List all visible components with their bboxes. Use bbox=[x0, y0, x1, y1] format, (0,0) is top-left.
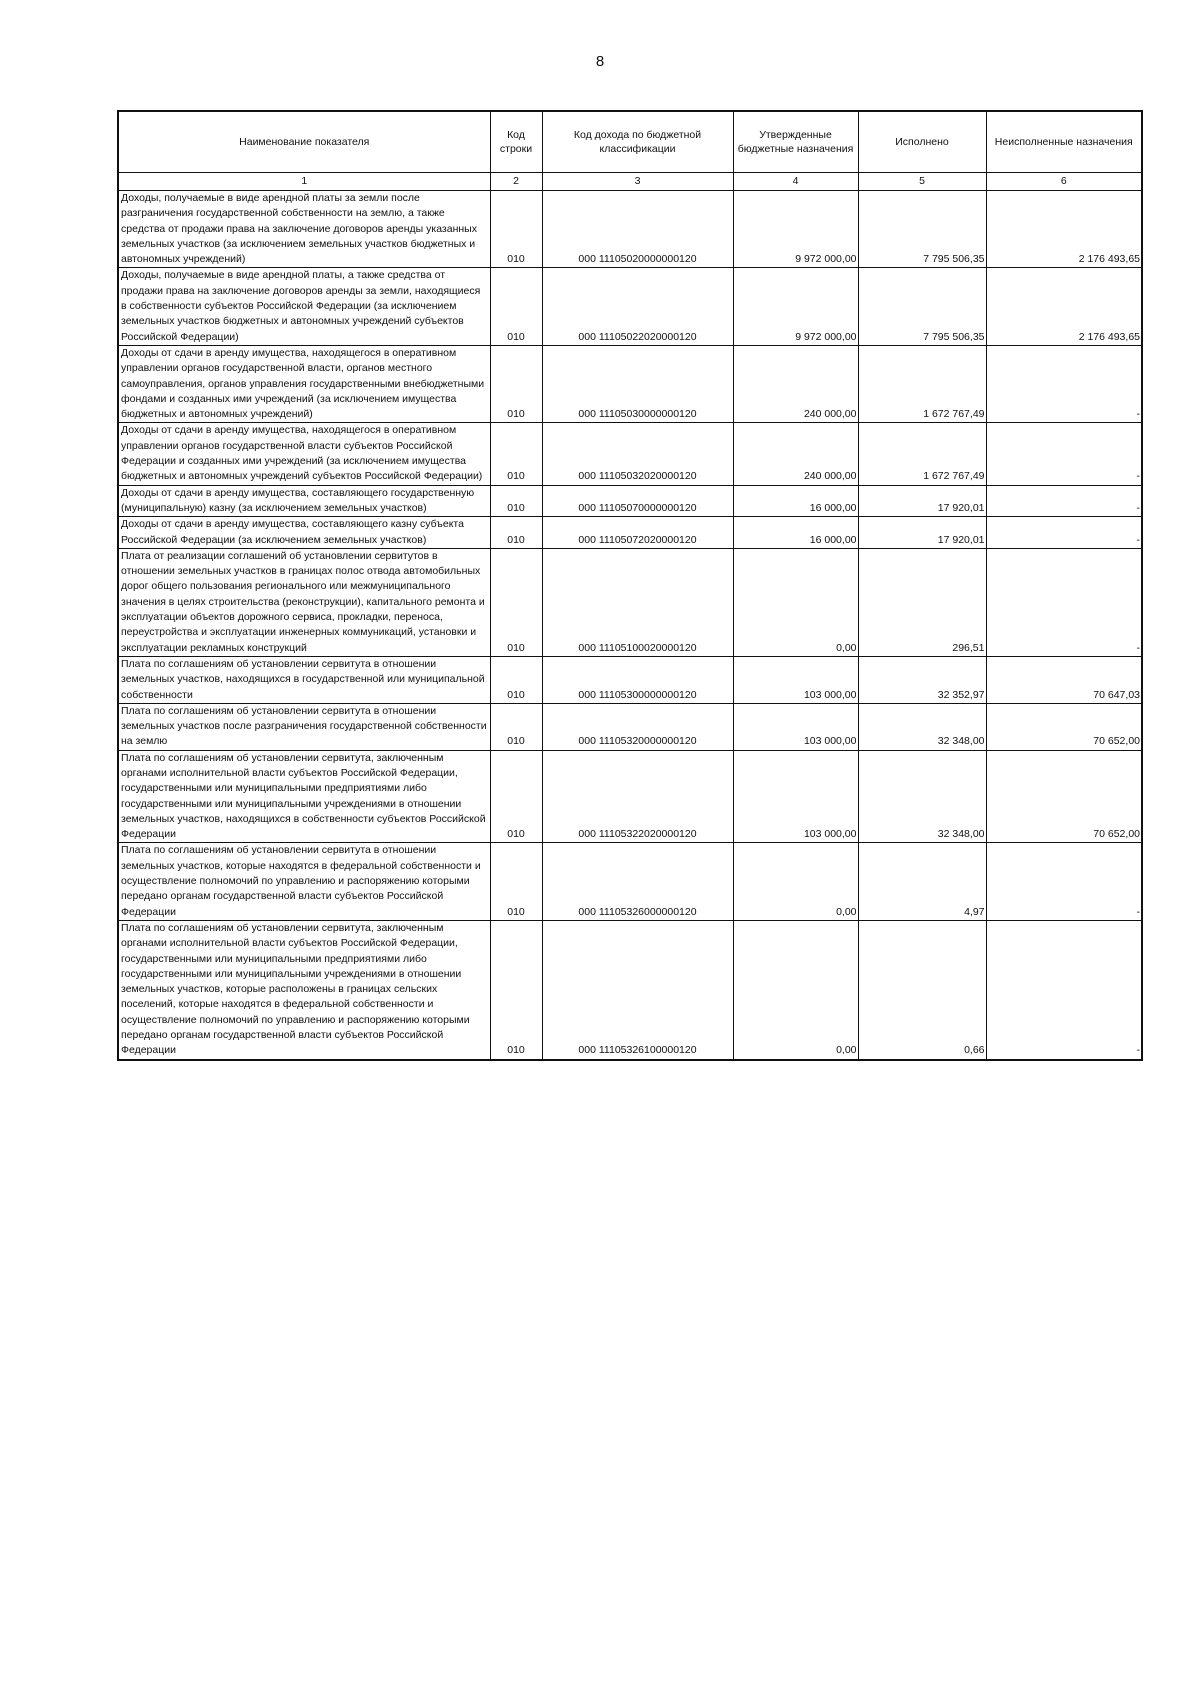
table-row bbox=[118, 548, 1142, 656]
table-row bbox=[118, 191, 1142, 268]
executed-amount: 1 672 767,49 bbox=[858, 423, 986, 485]
column-number: 4 bbox=[733, 173, 858, 191]
approved-amount: 0,00 bbox=[733, 843, 858, 920]
column-number: 3 bbox=[542, 173, 733, 191]
approved-amount: 9 972 000,00 bbox=[733, 191, 858, 268]
line-code: 010 bbox=[490, 548, 542, 656]
approved-amount: 0,00 bbox=[733, 548, 858, 656]
budget-code: 000 11105070000000120 bbox=[542, 485, 733, 517]
indicator-name: Доходы от сдачи в аренду имущества, находящегося в оперативном управлении органов государственной власти, органов местного самоуправления, органов управления государственными внебюджетными фондами и созданных ими учреждений (за исключением имущества бюджетных и автономных учреждений) bbox=[118, 345, 490, 422]
budget-code: 000 11105022020000120 bbox=[542, 268, 733, 345]
indicator-name: Доходы, получаемые в виде арендной платы, а также средства от продажи права на заключение договоров аренды за земли, находящиеся в собственности субъектов Российской Федерации (за исключением земельных участков бюджетных и автономных учреждений субъектов Российской Федерации) bbox=[118, 268, 490, 345]
indicator-name: Доходы от сдачи в аренду имущества, составляющего государственную (муниципальную) казну (за исключением земельных участков) bbox=[118, 485, 490, 517]
table-row bbox=[118, 703, 1142, 750]
line-code: 010 bbox=[490, 703, 542, 750]
executed-amount: 17 920,01 bbox=[858, 485, 986, 517]
header-unexecuted: Неисполненные назначения bbox=[986, 111, 1142, 173]
indicator-name: Плата по соглашениям об установлении сервитута в отношении земельных участков после разграничения государственной собственности на землю bbox=[118, 703, 490, 750]
executed-amount: 32 348,00 bbox=[858, 703, 986, 750]
table-row bbox=[118, 268, 1142, 345]
approved-amount: 9 972 000,00 bbox=[733, 268, 858, 345]
indicator-name: Доходы, получаемые в виде арендной платы за земли после разграничения государственной собственности на землю, а также средства от продажи права на заключение договоров аренды указанных земельных участков (за исключением земельных участков бюджетных и автономных учреждений) bbox=[118, 191, 490, 268]
table-header-row bbox=[118, 111, 1142, 173]
executed-amount: 1 672 767,49 bbox=[858, 345, 986, 422]
executed-amount: 32 352,97 bbox=[858, 656, 986, 703]
approved-amount: 103 000,00 bbox=[733, 656, 858, 703]
unexecuted-amount: 70 652,00 bbox=[986, 750, 1142, 843]
line-code: 010 bbox=[490, 656, 542, 703]
approved-amount: 0,00 bbox=[733, 920, 858, 1059]
budget-code: 000 11105100020000120 bbox=[542, 548, 733, 656]
approved-amount: 16 000,00 bbox=[733, 517, 858, 549]
unexecuted-amount: 2 176 493,65 bbox=[986, 191, 1142, 268]
column-number: 6 bbox=[986, 173, 1142, 191]
table-row bbox=[118, 517, 1142, 549]
line-code: 010 bbox=[490, 750, 542, 843]
unexecuted-amount: - bbox=[986, 920, 1142, 1059]
line-code: 010 bbox=[490, 843, 542, 920]
indicator-name: Доходы от сдачи в аренду имущества, составляющего казну субъекта Российской Федерации (за исключением земельных участков) bbox=[118, 517, 490, 549]
line-code: 010 bbox=[490, 920, 542, 1059]
approved-amount: 240 000,00 bbox=[733, 423, 858, 485]
line-code: 010 bbox=[490, 191, 542, 268]
indicator-name: Плата по соглашениям об установлении сервитута, заключенным органами исполнительной власти субъектов Российской Федерации, государственными или муниципальными предприятиями либо государственными или муниципальными учреждениями в отношении земельных участков, находящихся в собственности субъектов Российской Федерации bbox=[118, 750, 490, 843]
budget-code: 000 11105322020000120 bbox=[542, 750, 733, 843]
budget-code: 000 11105320000000120 bbox=[542, 703, 733, 750]
budget-code: 000 11105326100000120 bbox=[542, 920, 733, 1059]
table-row bbox=[118, 920, 1142, 1059]
executed-amount: 0,66 bbox=[858, 920, 986, 1059]
line-code: 010 bbox=[490, 345, 542, 422]
executed-amount: 7 795 506,35 bbox=[858, 191, 986, 268]
approved-amount: 103 000,00 bbox=[733, 703, 858, 750]
unexecuted-amount: - bbox=[986, 517, 1142, 549]
column-number: 5 bbox=[858, 173, 986, 191]
line-code: 010 bbox=[490, 268, 542, 345]
indicator-name: Доходы от сдачи в аренду имущества, находящегося в оперативном управлении органов государственной власти субъектов Российской Федерации и созданных ими учреждений (за исключением имущества бюджетных и автономных учреждений субъектов Российской Федерации) bbox=[118, 423, 490, 485]
line-code: 010 bbox=[490, 485, 542, 517]
unexecuted-amount: - bbox=[986, 843, 1142, 920]
unexecuted-amount: 2 176 493,65 bbox=[986, 268, 1142, 345]
executed-amount: 32 348,00 bbox=[858, 750, 986, 843]
header-name: Наименование показателя bbox=[118, 111, 490, 173]
indicator-name: Плата по соглашениям об установлении сервитута, заключенным органами исполнительной власти субъектов Российской Федерации, государственными или муниципальными предприятиями либо государственными или муниципальными учреждениями в отношении земельных участков, которые расположены в границах сельских поселений, которые находятся в федеральной собственности и осуществление полномочий по управлению и распоряжению которыми передано органам государственной власти субъектов Российской Федерации bbox=[118, 920, 490, 1059]
budget-code: 000 11105030000000120 bbox=[542, 345, 733, 422]
unexecuted-amount: 70 652,00 bbox=[986, 703, 1142, 750]
page-number: 8 bbox=[595, 53, 605, 70]
column-number-row bbox=[118, 173, 1142, 191]
unexecuted-amount: - bbox=[986, 345, 1142, 422]
budget-code: 000 11105326000000120 bbox=[542, 843, 733, 920]
line-code: 010 bbox=[490, 517, 542, 549]
executed-amount: 4,97 bbox=[858, 843, 986, 920]
line-code: 010 bbox=[490, 423, 542, 485]
header-approved: Утвержденные бюджетные назначения bbox=[733, 111, 858, 173]
table-row bbox=[118, 345, 1142, 422]
unexecuted-amount: - bbox=[986, 485, 1142, 517]
unexecuted-amount: - bbox=[986, 423, 1142, 485]
budget-code: 000 11105032020000120 bbox=[542, 423, 733, 485]
approved-amount: 103 000,00 bbox=[733, 750, 858, 843]
table-row bbox=[118, 485, 1142, 517]
header-executed: Исполнено bbox=[858, 111, 986, 173]
table-row bbox=[118, 656, 1142, 703]
executed-amount: 7 795 506,35 bbox=[858, 268, 986, 345]
column-number: 2 bbox=[490, 173, 542, 191]
indicator-name: Плата от реализации соглашений об установлении сервитутов в отношении земельных участков в границах полос отвода автомобильных дорог общего пользования регионального или межмуниципального значения в целях строительства (реконструкции), капитального ремонта и эксплуатации объектов дорожного сервиса, прокладки, переноса, переустройства и эксплуатации инженерных коммуникаций, установки и эксплуатации рекламных конструкций bbox=[118, 548, 490, 656]
indicator-name: Плата по соглашениям об установлении сервитута в отношении земельных участков, находящихся в государственной или муниципальной собственности bbox=[118, 656, 490, 703]
executed-amount: 296,51 bbox=[858, 548, 986, 656]
table-row bbox=[118, 843, 1142, 920]
budget-code: 000 11105020000000120 bbox=[542, 191, 733, 268]
budget-code: 000 11105300000000120 bbox=[542, 656, 733, 703]
budget-code: 000 11105072020000120 bbox=[542, 517, 733, 549]
executed-amount: 17 920,01 bbox=[858, 517, 986, 549]
header-line-code: Код строки bbox=[490, 111, 542, 173]
column-number: 1 bbox=[118, 173, 490, 191]
unexecuted-amount: 70 647,03 bbox=[986, 656, 1142, 703]
header-budget-code: Код дохода по бюджетной классификации bbox=[542, 111, 733, 173]
budget-revenue-table bbox=[117, 110, 1143, 1061]
table-row bbox=[118, 423, 1142, 485]
table-row bbox=[118, 750, 1142, 843]
indicator-name: Плата по соглашениям об установлении сервитута в отношении земельных участков, которые находятся в федеральной собственности и осуществление полномочий по управлению и распоряжению которыми передано органам государственной власти субъектов Российской Федерации bbox=[118, 843, 490, 920]
approved-amount: 16 000,00 bbox=[733, 485, 858, 517]
unexecuted-amount: - bbox=[986, 548, 1142, 656]
approved-amount: 240 000,00 bbox=[733, 345, 858, 422]
